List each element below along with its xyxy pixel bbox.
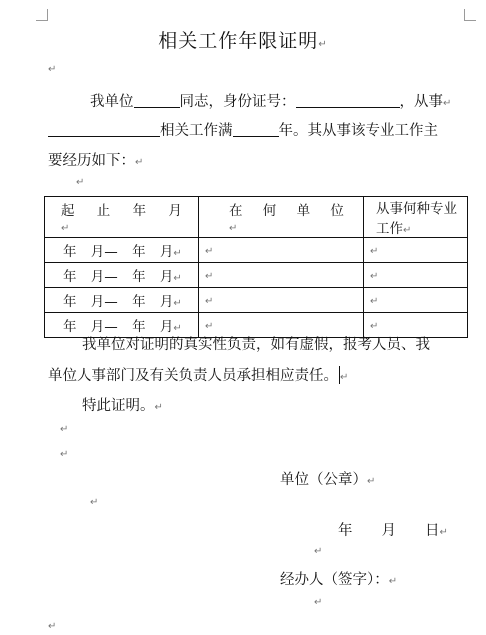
crop-mark-top-left — [36, 9, 48, 21]
unit-cell[interactable]: ↵ — [199, 238, 364, 263]
work-cell[interactable]: ↵ — [364, 263, 468, 288]
seal-label: 单位（公章）↵ — [280, 472, 376, 488]
period-cell[interactable]: 年 月— 年 月↵ — [45, 288, 199, 313]
responsibility-line-1: 我单位对证明的真实性负责，如有虚假，报考人员、我 — [82, 337, 430, 353]
certify-text: 特此证明。↵ — [82, 398, 163, 414]
table-row — [45, 263, 468, 288]
table-row — [45, 288, 468, 313]
unit-cell[interactable]: ↵ — [199, 288, 364, 313]
name-blank[interactable] — [134, 93, 180, 108]
header-work: 从事何种专业工作↵ — [364, 197, 468, 238]
paragraph-mark: ↵ — [60, 424, 69, 435]
document-title: 相关工作年限证明↵ — [158, 30, 328, 52]
work-cell[interactable]: ↵ — [364, 238, 468, 263]
period-cell[interactable]: 年 月— 年 月↵ — [45, 238, 199, 263]
table-header-row — [45, 197, 468, 238]
id-number-blank[interactable] — [296, 93, 400, 108]
body-line-1: 我单位 同志，身份证号： ，从事↵ — [90, 94, 452, 110]
period-cell[interactable]: 年 月— 年 月↵ — [45, 263, 199, 288]
unit-cell[interactable]: ↵ — [199, 313, 364, 338]
paragraph-mark: ↵ — [60, 449, 69, 460]
crop-mark-top-right — [464, 9, 476, 21]
unit-cell[interactable]: ↵ — [199, 263, 364, 288]
table-row — [45, 238, 468, 263]
paragraph-mark: ↵ — [314, 597, 323, 608]
period-cell[interactable]: 年 月— 年 月↵ — [45, 313, 199, 338]
paragraph-mark: ↵ — [314, 546, 323, 557]
signer-label: 经办人（签字）：↵ — [280, 572, 398, 588]
years-blank[interactable] — [233, 122, 279, 137]
paragraph-mark: ↵ — [48, 621, 57, 632]
responsibility-line-2: 单位人事部门及有关负责人员承担相应责任。 ↵ — [48, 368, 349, 384]
work-cell[interactable]: ↵ — [364, 313, 468, 338]
header-period: 起 止 年 月↵ — [45, 197, 199, 238]
body-line-3: 要经历如下：↵ — [48, 153, 144, 169]
paragraph-mark: ↵ — [48, 64, 57, 75]
paragraph-mark: ↵ — [90, 497, 99, 508]
work-cell[interactable]: ↵ — [364, 288, 468, 313]
body-line-2: 相关工作满 年。其从事该专业工作主 — [48, 119, 438, 140]
header-unit: 在 何 单 位↵ — [199, 197, 364, 238]
paragraph-mark: ↵ — [76, 177, 85, 188]
field-blank[interactable] — [48, 122, 160, 137]
date-label: 年 月 日↵ — [338, 523, 448, 539]
experience-table — [44, 196, 468, 338]
